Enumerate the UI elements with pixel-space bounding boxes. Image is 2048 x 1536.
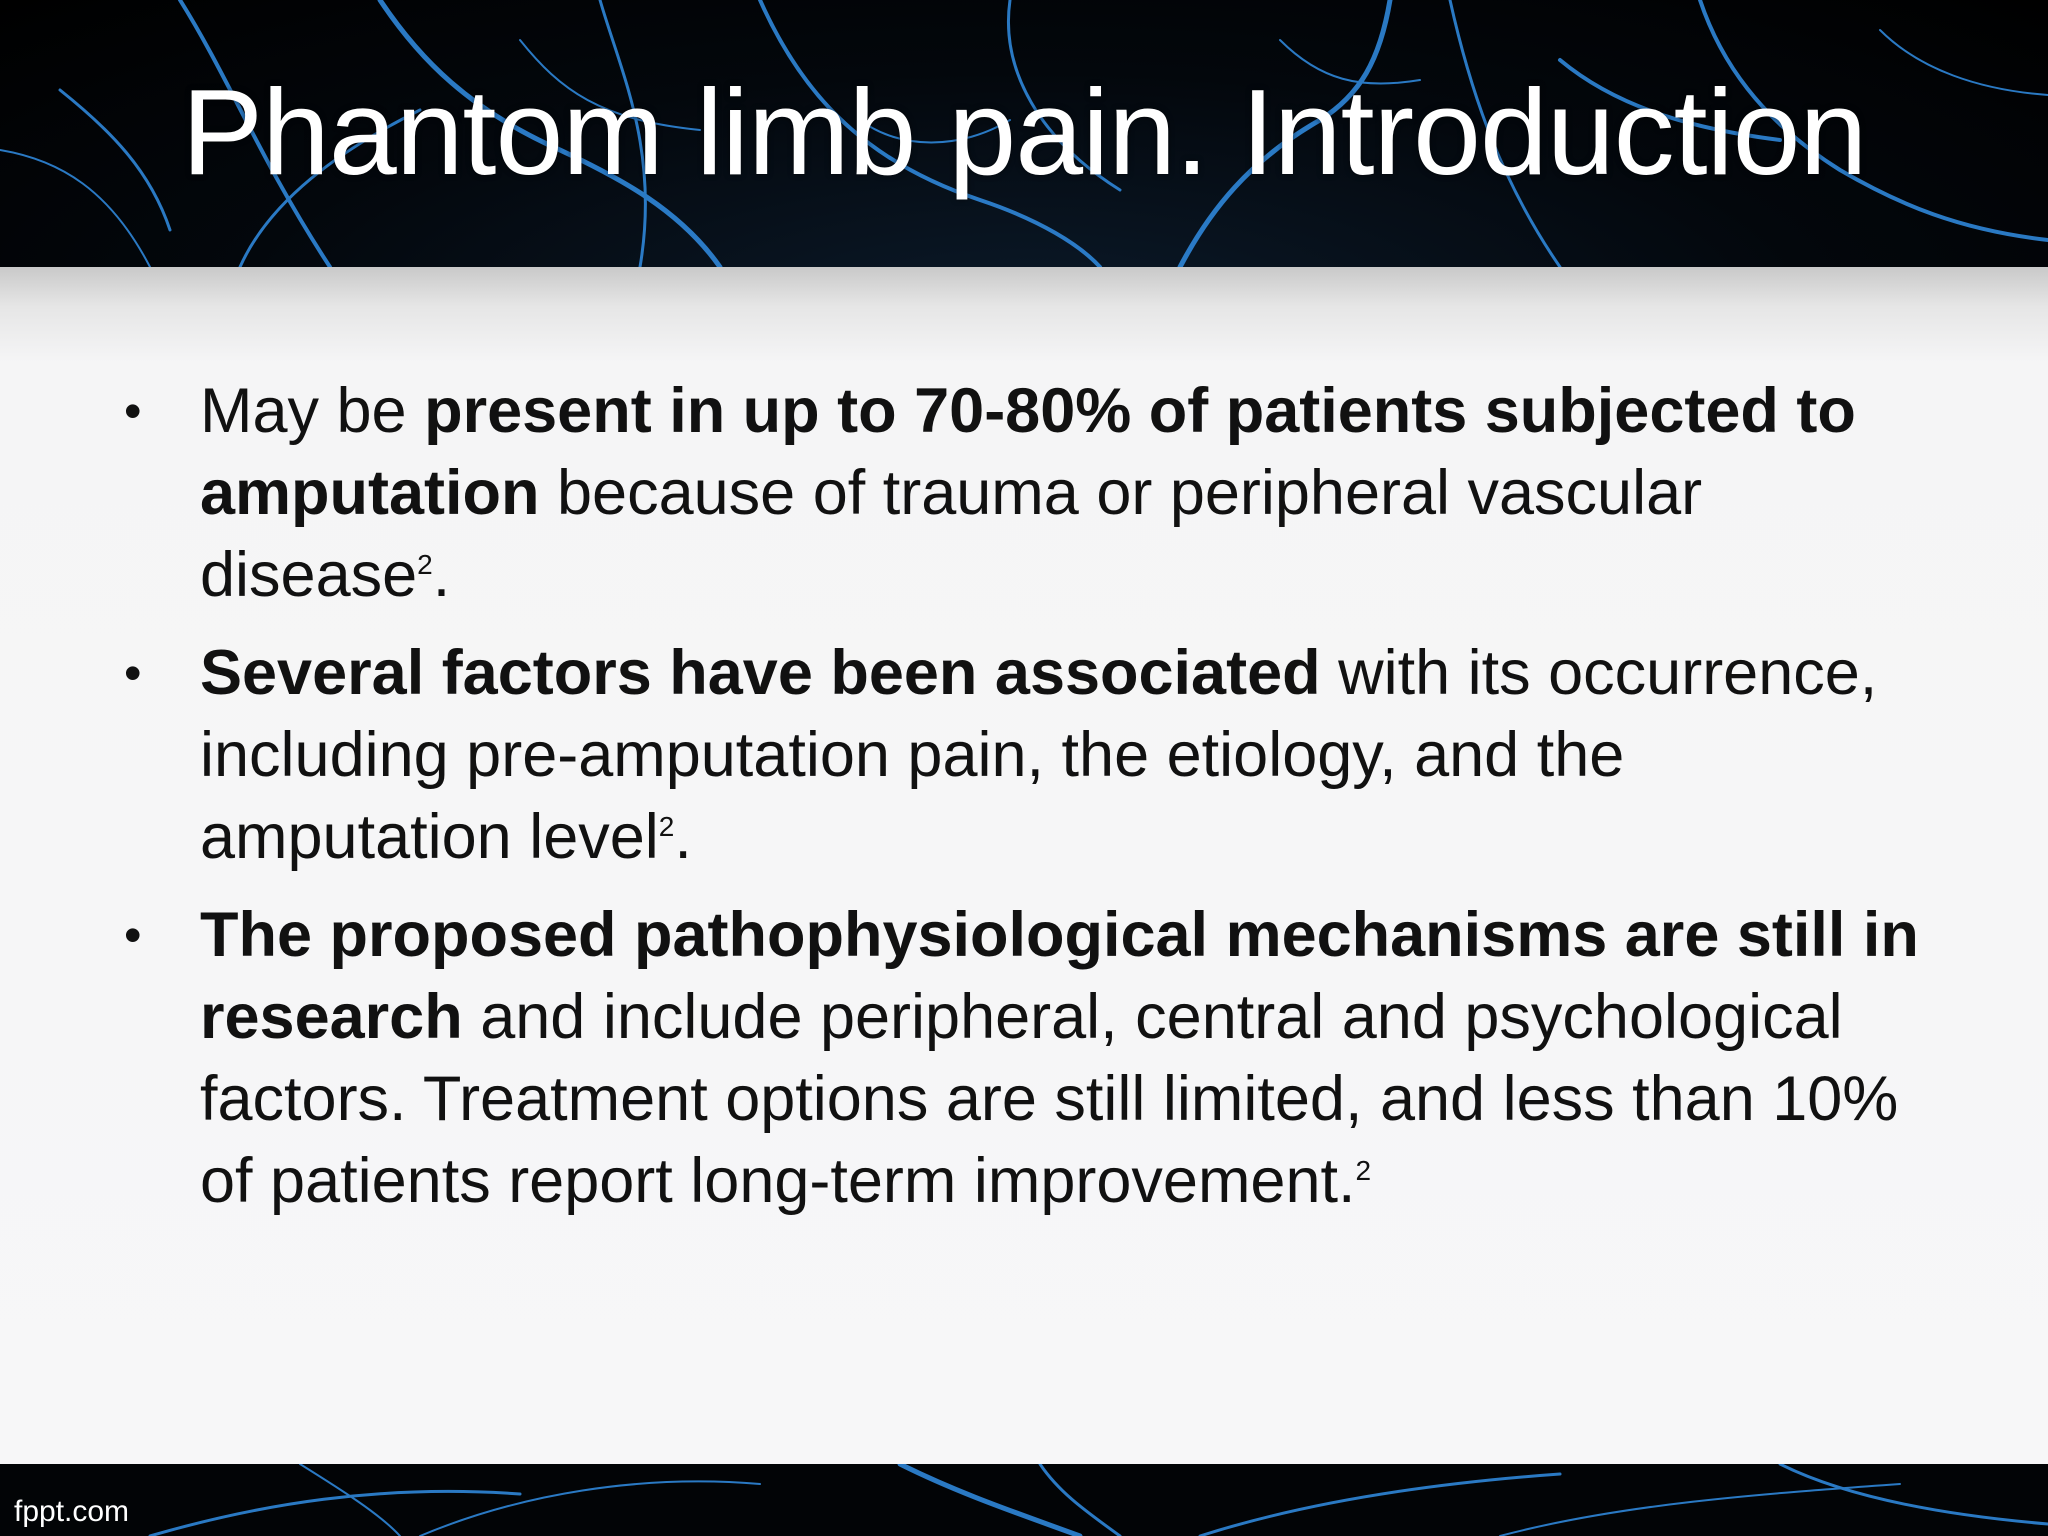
bullet-punctuation: . bbox=[432, 540, 451, 610]
slide-body bbox=[0, 267, 2048, 1464]
bullet-text: and include peripheral, central and psychological factors. Treatment options are still limited, and less than 10% of patients report long-term improvement. bbox=[200, 982, 1899, 1216]
reference-marker: 2 bbox=[417, 549, 433, 580]
reference-marker: 2 bbox=[1355, 1155, 1372, 1186]
bullet-item-mechanisms bbox=[124, 894, 1920, 1222]
bullet-marker: • bbox=[124, 907, 142, 963]
slide-title: Phantom limb pain. Introduction bbox=[181, 64, 1867, 200]
bullet-marker: • bbox=[124, 383, 142, 439]
bullet-emphasis: present in up to 70-80% of patients subjected to amputation bbox=[200, 376, 1856, 528]
slide-footer bbox=[0, 1464, 2048, 1536]
bullet-emphasis: The proposed pathophysiological mechanisms are still in research bbox=[200, 900, 1919, 1052]
bullet-emphasis: Several factors have been associated bbox=[200, 638, 1321, 708]
bullet-item-factors bbox=[124, 632, 1920, 878]
bullet-text: with its occurrence, including pre-amputation pain, the etiology, and the amputation level bbox=[200, 638, 1878, 872]
bullet-marker: • bbox=[124, 645, 142, 701]
reference-marker: 2 bbox=[658, 811, 675, 842]
slide-header bbox=[0, 0, 2048, 267]
bullet-text: May be bbox=[200, 376, 425, 446]
bullet-punctuation: . bbox=[674, 802, 692, 872]
footer-brand-text: fppt.com bbox=[14, 1495, 130, 1528]
bullet-text: because of trauma or peripheral vascular disease bbox=[200, 458, 1703, 610]
bullet-item-prevalence bbox=[124, 370, 1920, 616]
neuron-footer-art bbox=[0, 1464, 2048, 1536]
bullet-list bbox=[124, 370, 1920, 1238]
